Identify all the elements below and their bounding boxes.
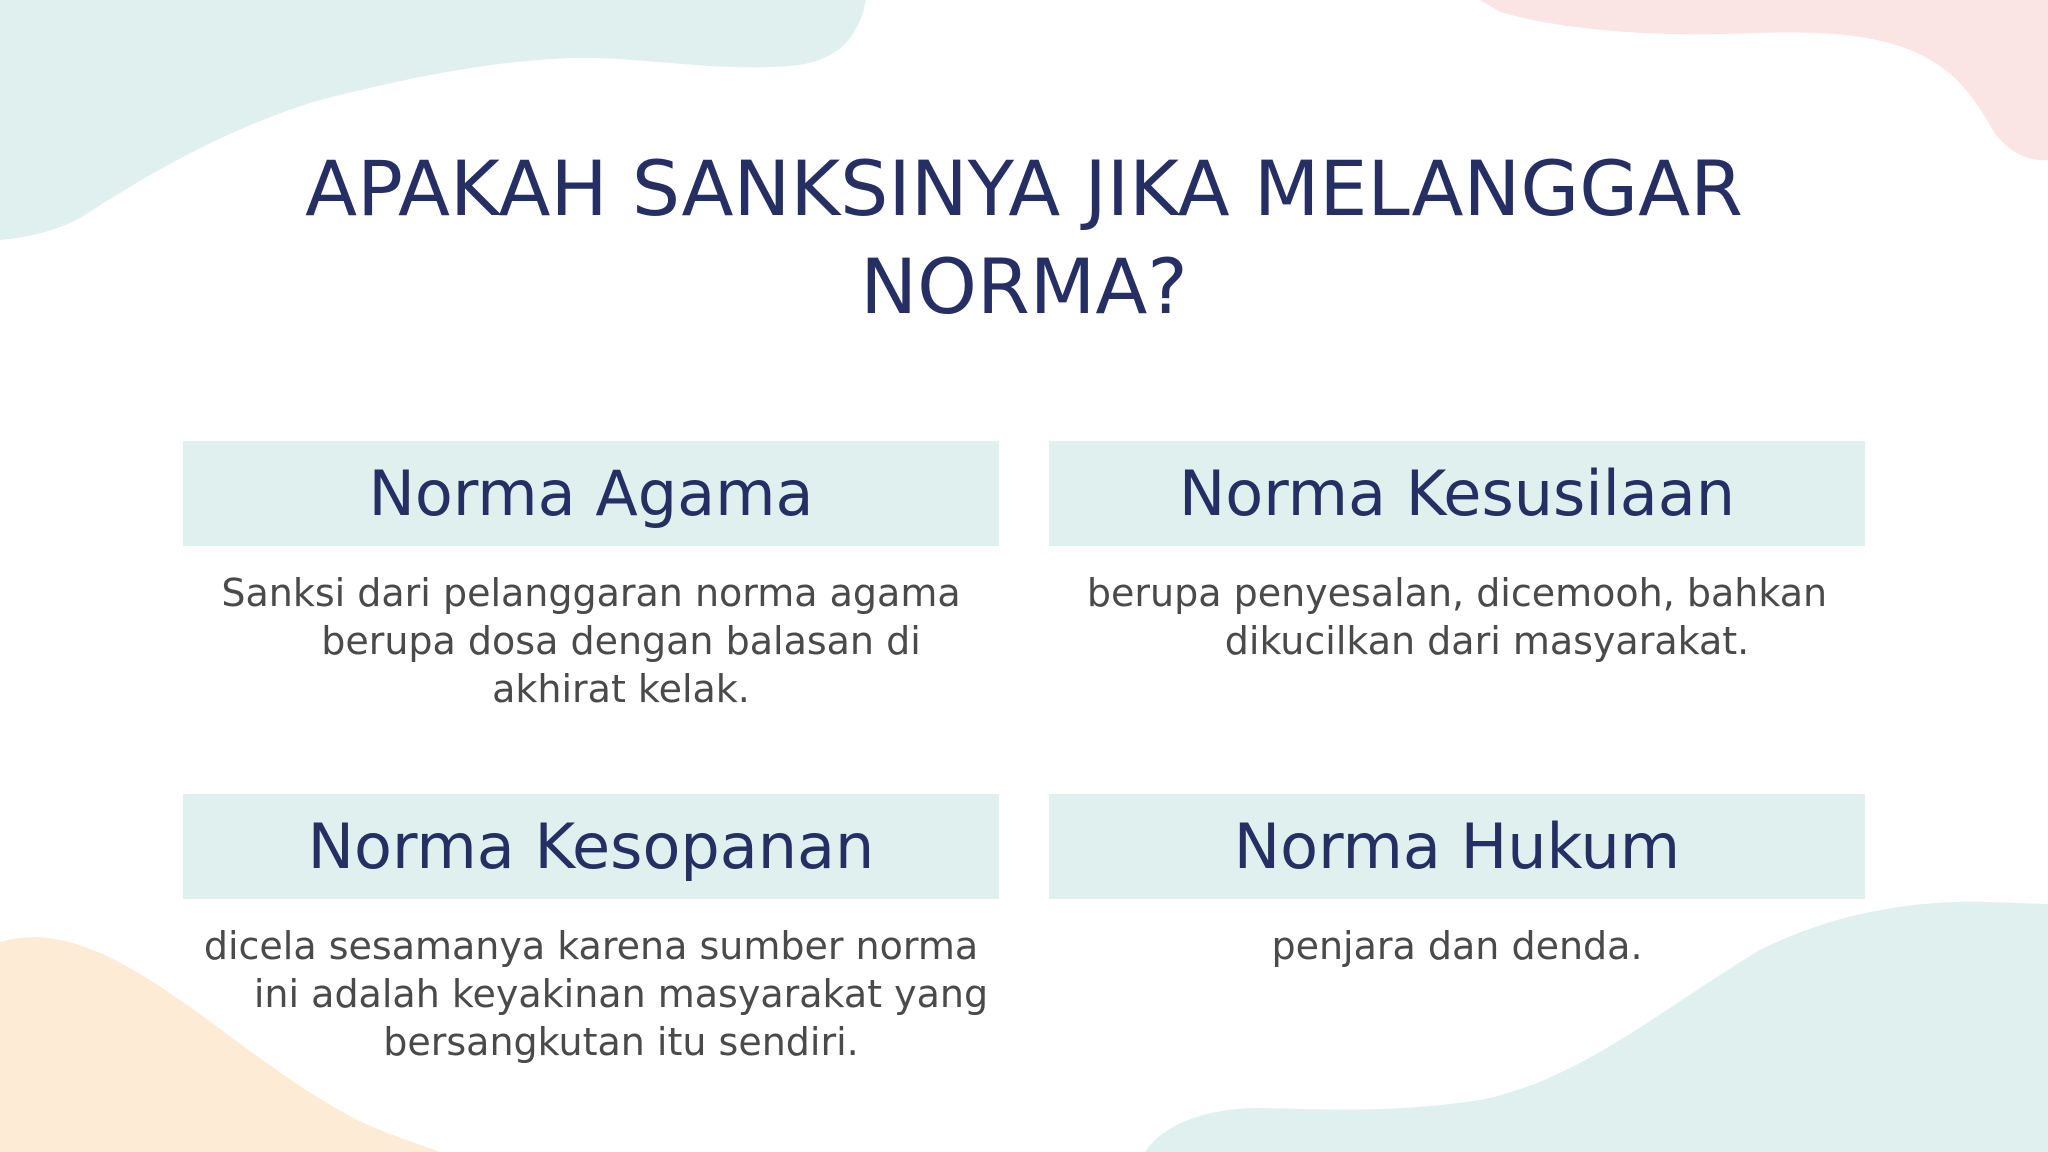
slide-title: APAKAH SANKSINYA JIKA MELANGGAR NORMA? bbox=[305, 144, 1743, 331]
card-description-norma-kesusilaan bbox=[1049, 569, 1865, 665]
card-header-norma-agama bbox=[183, 441, 999, 546]
card-description-norma-hukum bbox=[1049, 922, 1865, 970]
card-heading: Norma Hukum bbox=[1233, 809, 1681, 883]
card-heading: Norma Kesusilaan bbox=[1178, 456, 1736, 530]
card-description-text: penjara dan denda. bbox=[1271, 924, 1643, 968]
card-description-text: berupa penyesalan, dicemooh, bahkan dikucilkan dari masyarakat. bbox=[1086, 571, 1828, 663]
card-description-norma-kesopanan bbox=[183, 922, 999, 1066]
card-header-norma-kesusilaan bbox=[1049, 441, 1865, 546]
card-description-text: Sanksi dari pelanggaran norma agama berupa dosa dengan balasan di akhirat kelak. bbox=[221, 571, 961, 711]
top-right-pink-blob bbox=[1480, 0, 2048, 160]
card-heading: Norma Kesopanan bbox=[307, 809, 875, 883]
card-description-norma-agama bbox=[183, 569, 999, 713]
card-heading: Norma Agama bbox=[368, 456, 814, 530]
card-description-text: dicela sesamanya karena sumber norma ini adalah keyakinan masyarakat yang bersangkutan itu sendiri. bbox=[203, 924, 989, 1064]
card-header-norma-hukum bbox=[1049, 794, 1865, 899]
card-header-norma-kesopanan bbox=[183, 794, 999, 899]
